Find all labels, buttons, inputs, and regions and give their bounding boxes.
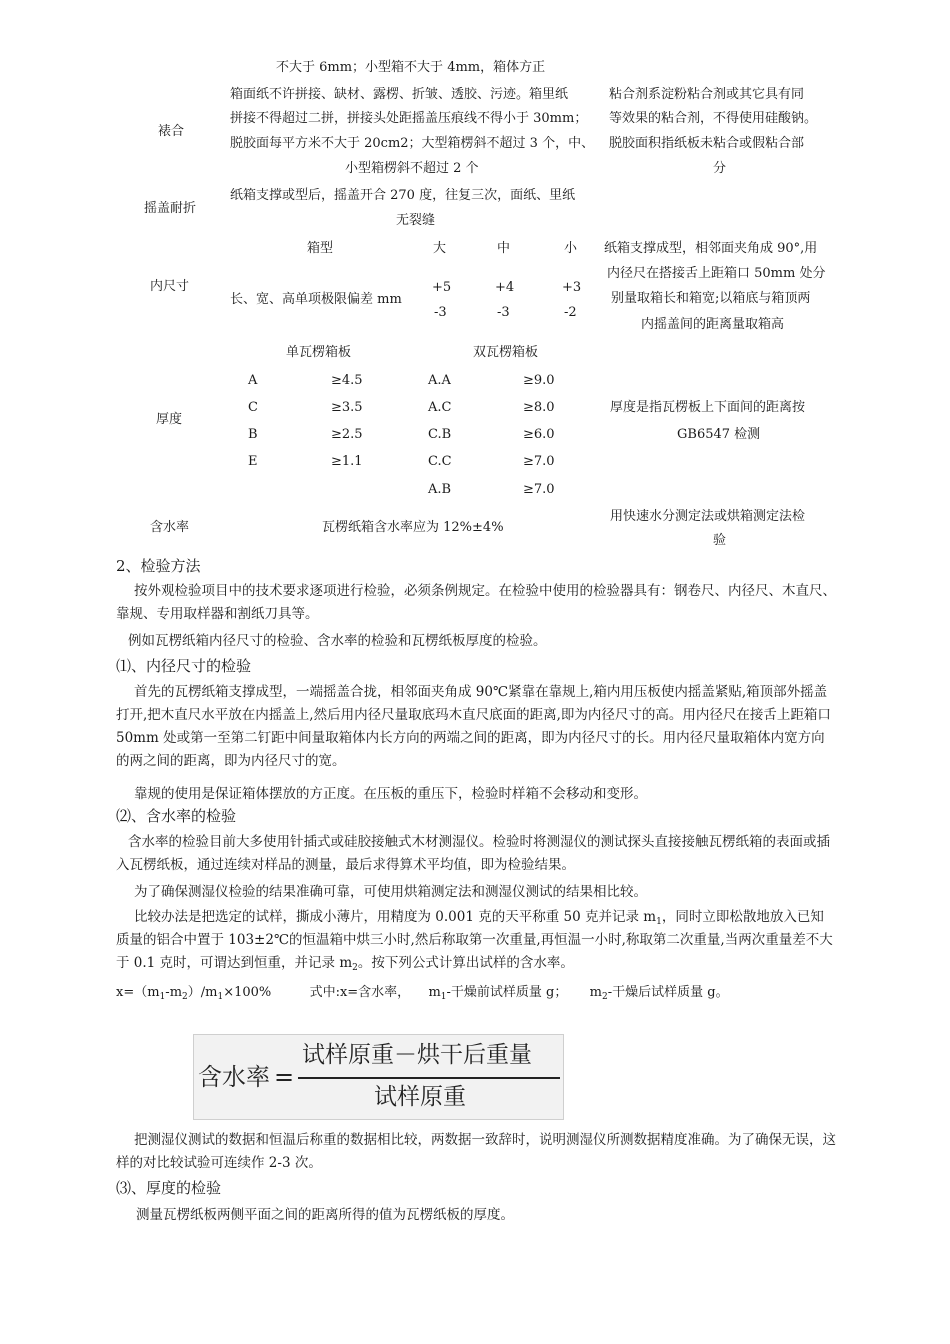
formula-legend: 式中:x=含水率， (309, 985, 411, 1000)
paragraph: 为了确保测湿仪检验的结果准确可靠，可使用烘箱测定法和测湿仪测试的结果相比较。 (134, 884, 647, 900)
formula-part: x=（m (116, 985, 160, 1000)
formula-part: ×100% (223, 985, 272, 1000)
paragraph: 首先的瓦楞纸箱支撑成型，一端摇盖合拢，相邻面夹角成 90℃紧靠在靠规上,箱内用压板使内摇盖紧贴,箱顶部外摇盖打开,把木直尺水平放在内摇盖上,然后用内径尺量取底玛木直尺底面的距离,即为内径尺寸的高。用内径尺在接舌上距箱口 50mm 处或第一至第二钉距中间量取箱体内长方向的两端之间的距离，即为内径尺寸的长。用内径尺量取箱体内宽方向的两之间的距离，即为内径尺寸的宽。 (116, 684, 831, 769)
thickness-double-head: 双瓦楞箱板 (473, 345, 539, 360)
single-value: ≥3.5 (331, 400, 363, 415)
double-grade: A.B (428, 482, 452, 497)
size-row-label: 长、宽、高单项极限偏差 mm (230, 292, 402, 307)
double-value: ≥7.0 (523, 482, 555, 497)
subscript: 2 (352, 963, 358, 973)
biaohe-note-line4: 分 (713, 161, 727, 176)
row-label-hanshui: 含水率 (150, 520, 190, 535)
formula-text-line (116, 985, 729, 1002)
subsection-heading: ⑴、内径尺寸的检验 (116, 657, 252, 675)
paragraph: 把测湿仪测试的数据和恒温后称重的数据相比较，两数据一致辞时，说明测湿仪所测数据精度准确。为了确保无误，这样的对比较试验可连续作 2-3 次。 (116, 1132, 836, 1171)
thickness-single-head: 单瓦楞箱板 (286, 345, 352, 360)
single-value: ≥2.5 (331, 427, 363, 442)
moisture-requirement: 瓦楞纸箱含水率应为 12%±4% (322, 520, 504, 535)
biaohe-req-line2: 拼接不得超过二拼，拼接头处距摇盖压痕线不得小于 30mm； (230, 111, 588, 126)
size-note-line2: 内径尺在搭接舌上距箱口 50mm 处分 (607, 266, 826, 281)
formula-legend: -干燥后试样质量 g。 (607, 985, 729, 1000)
paragraph: 按外观检验项目中的技术要求逐项进行检验，必须条例规定。在检验中使用的检验器具有：钢卷尺、内径尺、木直尺、靠规、专用取样器和割纸刀具等。 (116, 583, 836, 622)
size-small-plus: +3 (562, 280, 582, 295)
subsection-heading: ⑶、厚度的检验 (116, 1179, 222, 1197)
subscript: 1 (656, 917, 662, 927)
size-head-large: 大 (433, 241, 447, 256)
double-value: ≥6.0 (523, 427, 555, 442)
row-label-biaohe: 裱合 (158, 124, 185, 139)
size-head-type: 箱型 (307, 241, 334, 256)
double-grade: C.B (428, 427, 452, 442)
size-large-minus: -3 (434, 305, 447, 320)
double-grade: A.A (428, 373, 451, 388)
size-note-line1: 纸箱支撑成型，相邻面夹角成 90°,用 (604, 241, 818, 256)
paragraph-text: 比较办法是把选定的试样，撕成小薄片，用精度为 0.001 克的天平称重 50 克并记录 m (134, 909, 657, 925)
size-note-line3: 别量取箱长和箱宽;以箱底与箱顶两 (611, 291, 811, 306)
paragraph: 靠规的使用是保证箱体摆放的方正度。在压板的重压下，检验时样箱不会移动和变形。 (134, 786, 647, 802)
row-label-yaogai: 摇盖耐折 (144, 201, 197, 216)
formula-part: ）/m (187, 985, 218, 1000)
moisture-note-line2: 验 (713, 533, 727, 548)
subscript: 2 (601, 992, 608, 1002)
formula-numerator: 试样原重－烘干后重量 (302, 1042, 532, 1068)
formula-part: -m (165, 985, 183, 1000)
row-label-neichicun: 内尺寸 (150, 279, 190, 294)
thickness-note-line1: 厚度是指瓦楞板上下面间的距离按 (610, 400, 806, 415)
single-grade: C (248, 400, 258, 415)
formula-lhs: 含水率 (198, 1063, 270, 1091)
size-head-small: 小 (564, 241, 578, 256)
double-value: ≥7.0 (523, 454, 555, 469)
paragraph-text: 。按下列公式计算出试样的含水率。 (357, 955, 574, 971)
paragraph: 测量瓦楞纸板两侧平面之间的距离所得的值为瓦楞纸板的厚度。 (136, 1207, 514, 1223)
double-value: ≥8.0 (523, 400, 555, 415)
size-large-plus: +5 (432, 280, 452, 295)
size-note-line4: 内摇盖间的距离量取箱高 (641, 317, 785, 332)
subscript: 1 (217, 992, 224, 1002)
formula-denominator: 试样原重 (374, 1084, 466, 1110)
moisture-note-line1: 用快速水分测定法或烘箱测定法检 (610, 509, 806, 524)
size-small-minus: -2 (564, 305, 577, 320)
single-grade: B (248, 427, 258, 442)
formula-part: m (428, 985, 441, 1000)
yaogai-req-line1: 纸箱支撑或型后，摇盖开合 270 度，往复三次，面纸、里纸 (230, 188, 576, 203)
paragraph-text: ，同时立即松散地放入已知质量的铝合中置于 103±2℃的恒温箱中烘三小时,然后称取第一次重量,再恒温一小时,称取第二次重量,当两次重量差不大于 0.1 克时，可谓达到恒重，并记录 m (116, 909, 833, 971)
paragraph: 例如瓦楞纸箱内径尺寸的检验、含水率的检验和瓦楞纸板厚度的检验。 (128, 633, 547, 649)
table-top-fragment: 不大于 6mm；小型箱不大于 4mm，箱体方正 (276, 60, 546, 75)
biaohe-req-line1: 箱面纸不许拼接、缺材、露楞、折皱、透胶、污迹。箱里纸 (230, 87, 569, 102)
biaohe-req-line4: 小型箱楞斜不超过 2 个 (345, 161, 479, 176)
single-grade: E (248, 454, 258, 469)
single-value: ≥1.1 (331, 454, 363, 469)
subscript: 1 (440, 992, 447, 1002)
subsection-heading: ⑵、含水率的检验 (116, 807, 237, 825)
size-mid-minus: -3 (497, 305, 510, 320)
formula-part: m (589, 985, 602, 1000)
double-grade: A.C (428, 400, 452, 415)
row-label-houdu: 厚度 (156, 412, 183, 427)
double-value: ≥9.0 (523, 373, 555, 388)
subscript: 1 (159, 992, 166, 1002)
biaohe-note-line1: 粘合剂系淀粉粘合剂或其它具有同 (609, 87, 805, 102)
size-head-mid: 中 (497, 241, 511, 256)
size-mid-plus: +4 (495, 280, 515, 295)
formula-legend: -干燥前试样质量 g； (446, 985, 568, 1000)
biaohe-req-line3: 脱胶面每平方米不大于 20cm2；大型箱楞斜不超过 3 个，中、 (230, 136, 595, 151)
subscript: 2 (182, 992, 188, 1002)
paragraph: 含水率的检验目前大多使用针插式或硅胶接触式木材测湿仪。检验时将测湿仪的测试探头直接接触瓦楞纸箱的表面或插入瓦楞纸板，通过连续对样品的测量，最后求得算术平均值，即为检验结果。 (116, 834, 830, 873)
biaohe-note-line3: 脱胶面积指纸板未粘合或假粘合部 (609, 136, 805, 151)
yaogai-req-line2: 无裂缝 (396, 213, 436, 228)
single-grade: A (248, 373, 258, 388)
paragraph (116, 906, 836, 975)
formula-equals: = (274, 1063, 295, 1091)
single-value: ≥4.5 (331, 373, 363, 388)
moisture-formula-image (193, 1034, 564, 1120)
biaohe-note-line2: 等效果的粘合剂，不得使用硅酸钠。 (609, 111, 818, 126)
section-heading: 2、检验方法 (116, 557, 201, 575)
double-grade: C.C (428, 454, 452, 469)
fraction-bar (298, 1077, 560, 1079)
thickness-note-line2: GB6547 检测 (677, 427, 761, 442)
